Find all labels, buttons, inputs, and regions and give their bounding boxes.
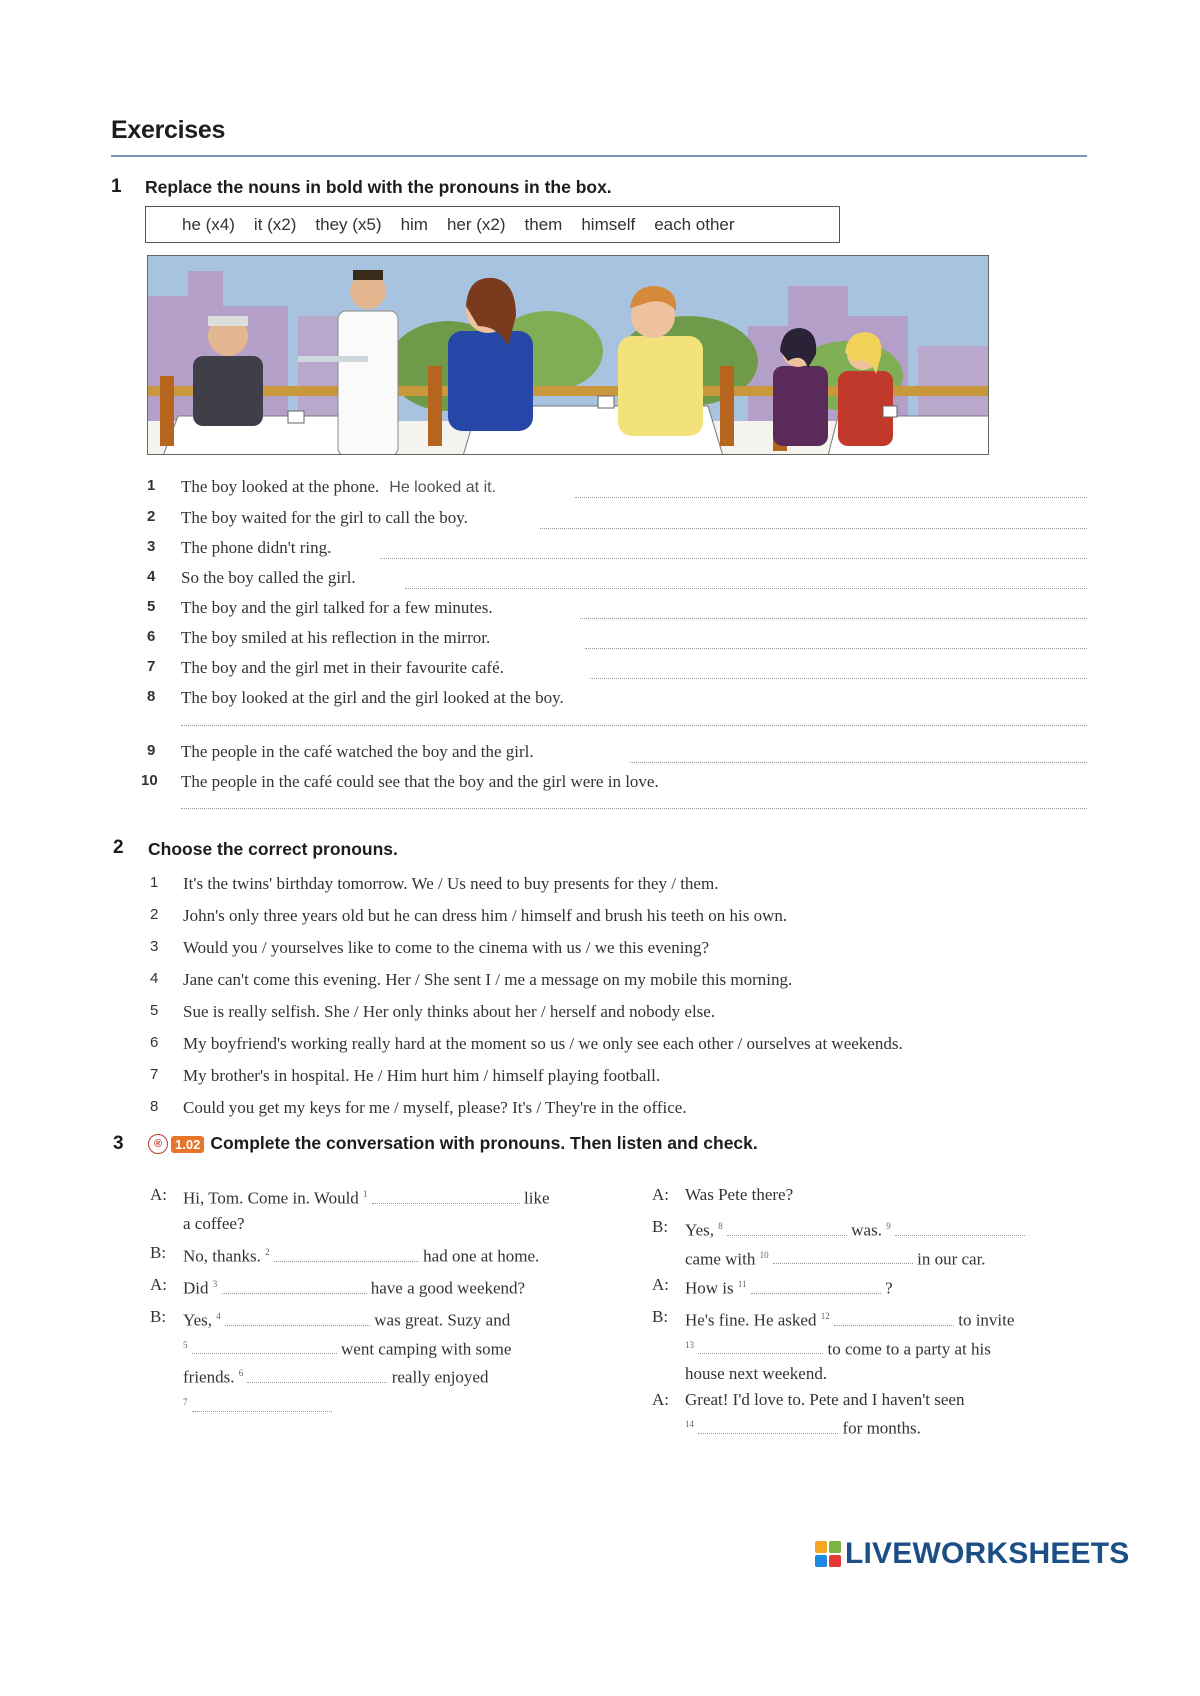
item-number: 10 <box>141 772 158 789</box>
dialogue-text: was. <box>851 1220 882 1240</box>
answer-line[interactable] <box>380 558 1087 559</box>
answer-line[interactable] <box>580 618 1087 619</box>
dialogue-text: ? <box>885 1278 893 1298</box>
gap-number: 9 <box>886 1221 891 1231</box>
gap-number: 10 <box>759 1249 769 1260</box>
answer-line[interactable] <box>405 588 1087 589</box>
item-sentence[interactable]: Would you / yourselves like to come to the cinema with us / we this evening? <box>183 938 709 957</box>
dialogue-text: to invite <box>958 1310 1015 1330</box>
item-sentence[interactable]: It's the twins' birthday tomorrow. We / Us need to buy presents for they / them. <box>183 874 719 893</box>
item-sentence: The people in the café could see that the boy and the girl were in love. <box>181 772 659 791</box>
answer-line[interactable] <box>590 678 1087 679</box>
item-number: 6 <box>150 1034 159 1051</box>
exercise-1-instruction: Replace the nouns in bold with the pronouns in the box. <box>145 177 612 197</box>
answer-line[interactable] <box>630 762 1087 763</box>
dialogue-text: Was Pete there? <box>685 1185 794 1204</box>
audio-track-number: 1.02 <box>171 1136 204 1153</box>
item-sentence: The boy looked at the phone. <box>181 477 380 496</box>
pronoun-word-box <box>145 206 840 243</box>
item-number: 8 <box>150 1098 159 1115</box>
item-sentence: The boy and the girl met in their favourite café. <box>181 658 504 677</box>
audio-cd-icon: ® <box>148 1134 168 1154</box>
item-sentence: The boy and the girl talked for a few minutes. <box>181 598 493 617</box>
dialogue-text: for months. <box>842 1418 921 1438</box>
box-word: they (x5) <box>315 214 382 234</box>
dialogue-text: had one at home. <box>423 1246 540 1266</box>
item-number: 9 <box>147 742 156 759</box>
box-word: her (x2) <box>446 214 506 234</box>
gap-number: 3 <box>212 1279 218 1289</box>
item-number: 4 <box>147 568 156 585</box>
dialogue-text: Hi, Tom. Come in. Would <box>183 1188 359 1208</box>
gap-number: 11 <box>737 1279 747 1289</box>
speaker-label: B: <box>150 1307 167 1326</box>
gap-number: 14 <box>685 1419 694 1429</box>
dialogue-text: a coffee? <box>183 1213 245 1233</box>
speaker-label: B: <box>652 1217 669 1236</box>
sample-answer: He looked at it. <box>389 479 497 496</box>
cafe-scene-image <box>148 256 989 455</box>
gap-input[interactable] <box>225 1310 370 1326</box>
dialogue-text: No, thanks. <box>183 1246 261 1266</box>
dialogue-text: have a good weekend? <box>370 1278 526 1298</box>
item-sentence[interactable]: Sue is really selfish. She / Her only thinks about her / herself and nobody else. <box>183 1002 716 1021</box>
exercise-1-number: 1 <box>111 176 122 197</box>
item-sentence: The boy smiled at his reflection in the mirror. <box>181 628 491 647</box>
speaker-label: A: <box>652 1390 669 1409</box>
gap-input[interactable] <box>773 1248 913 1264</box>
page-title: Exercises <box>111 116 226 144</box>
gap-input[interactable] <box>372 1188 520 1204</box>
item-sentence: So the boy called the girl. <box>181 568 356 587</box>
dialogue-text: like <box>524 1188 550 1208</box>
gap-number: 8 <box>718 1221 723 1231</box>
answer-line[interactable] <box>575 497 1087 498</box>
item-sentence[interactable]: Could you get my keys for me / myself, please? It's / They're in the office. <box>183 1098 687 1117</box>
item-sentence: The people in the café watched the boy and the girl. <box>181 742 534 761</box>
gap-input[interactable] <box>192 1396 332 1412</box>
gap-input[interactable] <box>698 1418 838 1434</box>
exercise-3-instruction: Complete the conversation with pronouns. Then listen and check. <box>210 1133 758 1153</box>
item-number: 3 <box>147 538 156 555</box>
gap-number: 1 <box>363 1189 368 1199</box>
item-number: 2 <box>147 508 156 525</box>
exercise-3-number: 3 <box>113 1133 124 1154</box>
liveworksheets-logo <box>815 1537 1130 1571</box>
gap-number: 7 <box>183 1396 188 1407</box>
box-word: himself <box>581 214 636 234</box>
dialogue-text: Yes, <box>183 1310 212 1330</box>
speaker-label: A: <box>150 1275 167 1294</box>
dialogue-text: How is <box>685 1278 734 1298</box>
dialogue-text: in our car. <box>917 1249 986 1269</box>
dialogue-text: was great. Suzy and <box>374 1310 511 1330</box>
gap-number: 6 <box>238 1368 244 1379</box>
exercise-2-number: 2 <box>113 837 124 858</box>
answer-line[interactable] <box>585 648 1087 649</box>
gap-input[interactable] <box>698 1338 823 1354</box>
item-sentence: The boy waited for the girl to call the boy. <box>181 508 468 527</box>
dialogue-text: friends. <box>183 1367 235 1387</box>
item-number: 7 <box>147 658 156 675</box>
item-sentence[interactable]: John's only three years old but he can dress him / himself and brush his teeth on his own. <box>183 906 788 925</box>
gap-number: 12 <box>820 1311 830 1321</box>
item-number: 8 <box>147 688 156 705</box>
item-sentence[interactable]: Jane can't come this evening. Her / She sent I / me a message on my mobile this morning. <box>183 970 793 989</box>
logo-text: LIVEWORKSHEETS <box>845 1537 1130 1570</box>
answer-line[interactable] <box>181 725 1087 726</box>
speaker-label: A: <box>652 1275 669 1294</box>
logo-icon <box>815 1541 841 1567</box>
dialogue-text: Yes, <box>685 1220 714 1240</box>
gap-input[interactable] <box>834 1310 954 1326</box>
dialogue-text: Great! I'd love to. Pete and I haven't seen <box>685 1390 965 1409</box>
item-number: 5 <box>147 598 156 615</box>
box-word: he (x4) <box>182 214 235 234</box>
item-number: 5 <box>150 1002 159 1019</box>
answer-line[interactable] <box>181 808 1087 809</box>
item-number: 6 <box>147 628 156 645</box>
audio-track-badge[interactable] <box>148 1134 204 1154</box>
item-number: 2 <box>150 906 159 923</box>
gap-number: 13 <box>685 1339 694 1350</box>
title-divider <box>111 155 1087 157</box>
cafe-illustration <box>147 255 989 455</box>
box-word: each other <box>654 214 735 234</box>
gap-number: 5 <box>183 1339 188 1350</box>
gap-input[interactable] <box>192 1338 337 1354</box>
item-number: 4 <box>150 970 159 987</box>
gap-input[interactable] <box>247 1367 387 1383</box>
dialogue-text: house next weekend. <box>685 1364 828 1384</box>
item-sentence[interactable]: My brother's in hospital. He / Him hurt him / himself playing football. <box>183 1066 661 1085</box>
dialogue-text: Did <box>183 1278 209 1298</box>
dialogue-text: to come to a party at his <box>827 1339 991 1359</box>
gap-input[interactable] <box>895 1220 1025 1236</box>
gap-input[interactable] <box>274 1246 419 1262</box>
dialogue-text: He's fine. He asked <box>685 1310 817 1330</box>
gap-number: 2 <box>265 1247 270 1257</box>
box-word: them <box>524 214 563 234</box>
gap-number: 4 <box>216 1311 221 1321</box>
item-number: 7 <box>150 1066 159 1083</box>
dialogue-text: came with <box>685 1249 756 1269</box>
speaker-label: A: <box>150 1185 167 1204</box>
speaker-label: B: <box>150 1243 167 1262</box>
gap-input[interactable] <box>727 1220 847 1236</box>
item-sentence: The phone didn't ring. <box>181 538 332 557</box>
item-sentence: The boy looked at the girl and the girl looked at the boy. <box>181 688 564 707</box>
dialogue-text: went camping with some <box>341 1339 512 1359</box>
exercise-2-instruction: Choose the correct pronouns. <box>148 839 398 859</box>
box-word: it (x2) <box>253 214 297 234</box>
gap-input[interactable] <box>751 1278 881 1294</box>
exercise-3-header <box>148 1133 758 1154</box>
speaker-label: B: <box>652 1307 669 1326</box>
box-word: him <box>400 214 428 234</box>
item-number: 1 <box>147 477 156 494</box>
gap-input[interactable] <box>222 1278 367 1294</box>
item-number: 1 <box>150 874 159 891</box>
answer-line[interactable] <box>540 528 1087 529</box>
item-sentence[interactable]: My boyfriend's working really hard at the moment so us / we only see each other / ourselves at weekends. <box>183 1034 903 1053</box>
item-number: 3 <box>150 938 159 955</box>
dialogue-text: really enjoyed <box>391 1367 489 1387</box>
speaker-label: A: <box>652 1185 669 1204</box>
